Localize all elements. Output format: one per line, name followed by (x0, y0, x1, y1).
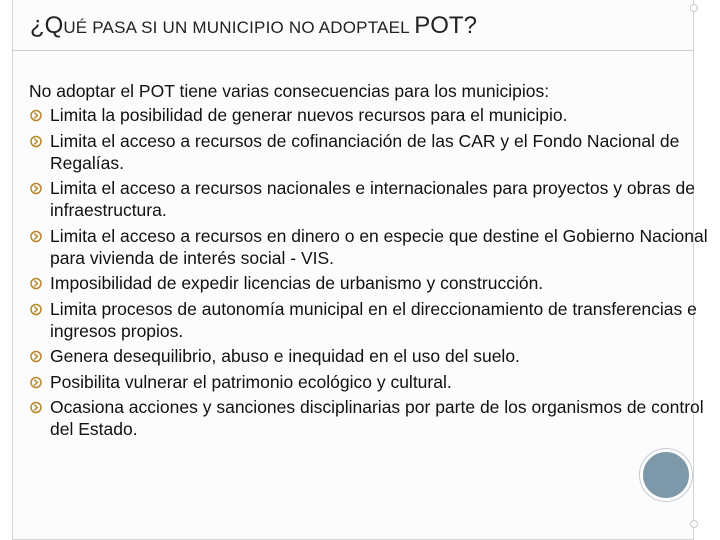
decorative-circle (640, 449, 692, 501)
list-item-text: Limita el acceso a recursos en dinero o en especie que destine el Gobierno Nacional para vivienda de interés social - VIS. (50, 225, 708, 269)
list-item (29, 371, 714, 393)
bullet-icon (29, 104, 43, 126)
bullet-icon (29, 345, 43, 367)
list-item (29, 345, 714, 367)
bullet-icon (29, 396, 43, 418)
bullet-icon (29, 225, 43, 247)
list-item (29, 130, 714, 175)
decorative-ring-top (690, 4, 698, 12)
title-divider (12, 50, 694, 51)
list-item (29, 298, 714, 343)
decorative-ring-bottom (690, 520, 698, 528)
list-item-text: Ocasiona acciones y sanciones disciplinarias por parte de los organismos de control del Estado. (50, 396, 704, 440)
list-item (29, 225, 714, 270)
title-part-rest: UÉ PASA SI UN MUNICIPIO NO ADOPTA (63, 18, 389, 37)
list-item-text: Limita procesos de autonomía municipal en el direccionamiento de transferencias e ingresos propios. (50, 298, 697, 341)
title-part-q: ¿Q (30, 12, 64, 39)
title-part-pot: POT? (414, 12, 477, 39)
bullet-icon (29, 371, 43, 393)
title-part-el: EL (388, 18, 410, 37)
bullet-list (29, 104, 714, 440)
list-item-text: Limita el acceso a recursos de cofinanciación de las CAR y el Fondo Nacional de Regalías. (50, 130, 680, 173)
list-item (29, 104, 714, 126)
slide-title (30, 14, 477, 38)
slide-body (29, 80, 714, 443)
list-item (29, 396, 714, 441)
list-item-text: Limita la posibilidad de generar nuevos recursos para el municipio. (50, 105, 568, 126)
list-item (29, 177, 714, 222)
list-item-text: Posibilita vulnerar el patrimonio ecológico y cultural. (50, 371, 452, 392)
list-item-text: Limita el acceso a recursos nacionales e internacionales para proyectos y obras de infraestructura. (50, 178, 695, 221)
bullet-icon (29, 298, 43, 320)
bullet-icon (29, 177, 43, 199)
bullet-icon (29, 272, 43, 294)
intro-text: No adoptar el POT tiene varias consecuencias para los municipios: (29, 81, 550, 101)
bullet-icon (29, 130, 43, 152)
list-item (29, 272, 714, 294)
list-item-text: Imposibilidad de expedir licencias de urbanismo y construcción. (50, 273, 544, 294)
list-item-text: Genera desequilibrio, abuso e inequidad en el uso del suelo. (50, 346, 520, 367)
